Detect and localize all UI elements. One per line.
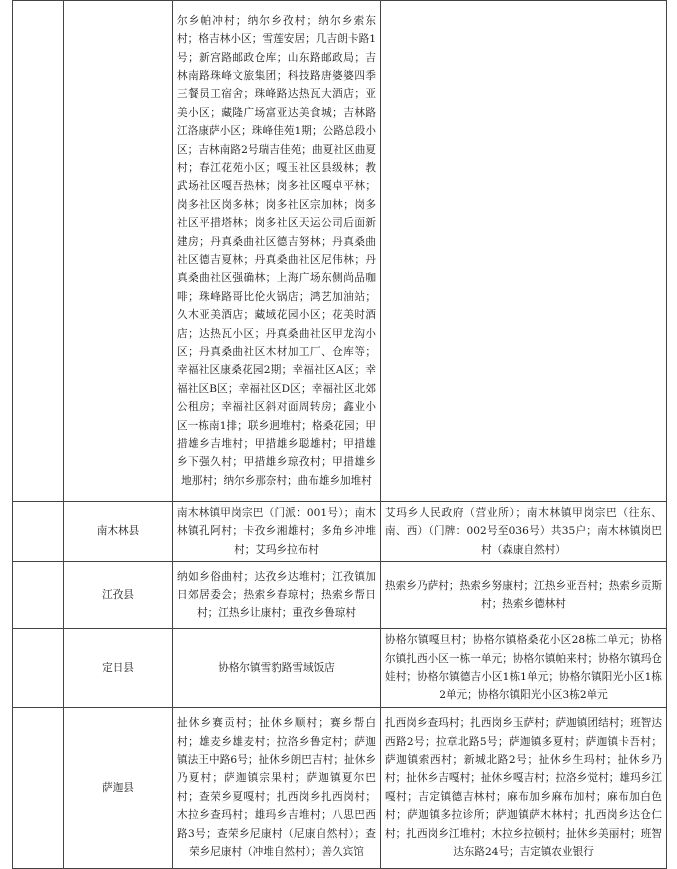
table-row-dingri — [13, 629, 667, 708]
county-cell: 定日县 — [64, 629, 173, 708]
table-row-jiangzi — [13, 562, 667, 629]
table-row-nanmulin — [13, 502, 667, 562]
risk-area-table — [12, 0, 667, 869]
table-row-continued — [13, 1, 667, 502]
blank-cell — [13, 562, 64, 629]
county-cell — [64, 1, 173, 502]
blank-cell — [13, 707, 64, 868]
low-risk-areas-cell — [381, 1, 667, 502]
medium-risk-areas-cell: 尔乡帕冲村；纳尔乡孜村；纳尔乡索东村；格吉林小区；雪莲安居；几吉朗卡路1号；新宫路邮政仓库；山东路邮政局；吉林南路珠峰文旅集团；科技路唐婆婆四季三餐员工宿舍；珠峰路达热瓦大酒店；亚美小区；藏隆广场富亚达美食城；吉林路江洛康萨小区；珠峰佳苑1期；公路总段小区；吉林南路2号瑞吉佳苑；曲夏社区曲夏村；春江花苑小区；嘎玉社区县级林；教武场社区嘎吾热林；岗多社区嘎卓平林；岗多社区岗多林；岗多社区宗加林；岗多社区平措塔林；岗多社区天运公司后面新建房；丹真桑曲社区德吉努林；丹真桑曲社区德吉夏林；丹真桑曲社区尼伟林；丹真桑曲社区强确林；上海广场东侧尚品咖啡；珠峰路哥比伦火锅店；鸿艺加油站；久木亚美酒店；藏域花园小区；花美时酒店；达热瓦小区；丹真桑曲社区甲龙沟小区；丹真桑曲社区木材加工厂、仓库等；幸福社区康桑花园2期；幸福社区A区；幸福社区B区；幸福社区D区；幸福社区北郊公租房；幸福社区斜对面周转房；鑫业小区一栋南1排；联乡迥堆村；格桑花园；甲措雄乡吉堆村；甲措雄乡聪雄村；甲措雄乡下强久村；甲措雄乡琼孜村；甲措雄乡地那村；纳尔乡那奈村；曲布雄乡加堆村 — [173, 1, 381, 502]
medium-risk-areas-cell: 纳如乡俗曲村；达孜乡达堆村；江孜镇加日郊居委会；热索乡春琼村；热索乡帮日村；江热乡让康村；重孜乡鲁琼村 — [173, 562, 381, 629]
low-risk-areas-cell: 协格尔镇嘎旦村；协格尔镇格桑花小区28栋二单元；协格尔镇扎西小区一栋一单元；协格尔镇帕来村；协格尔镇玛仓娃村；协格尔镇德吉小区1栋1单元；协格尔镇阳光小区1栋2单元；协格尔镇阳光小区3栋2单元 — [381, 629, 667, 708]
medium-risk-areas-cell: 扯休乡赛贡村；扯休乡顺村；赛乡帮白村；雄麦乡雄麦村；拉洛乡鲁定村；萨迦镇法王中路6号；扯休乡朗巴吉村；扯休乡乃夏村；萨迦镇宗果村；萨迦镇夏尔巴村；查荣乡夏嘎村；扎西岗乡扎西岗村；木拉乡查玛村；雄玛乡吉堆村；八思巴西路3号；查荣乡尼康村（尼康自然村）；查荣乡尼康村（冲堆自然村）；善久宾馆 — [173, 707, 381, 868]
county-cell: 江孜县 — [64, 562, 173, 629]
low-risk-areas-cell: 艾玛乡人民政府（营业所）；南木林镇甲岗宗巴（往东、南、西）（门牌：002号至036号）共35户；南木林镇岗巴村（森康自然村） — [381, 502, 667, 562]
medium-risk-areas-cell: 协格尔镇雪豹路雪域饭店 — [173, 629, 381, 708]
blank-cell — [13, 502, 64, 562]
county-cell: 萨迦县 — [64, 707, 173, 868]
low-risk-areas-cell: 扎西岗乡查玛村；扎西岗乡玉萨村；萨迦镇团结村；班智达西路2号；拉章北路5号；萨迦镇多夏村；萨迦镇卡吾村；萨迦镇索西村；新城北路2号；扯休乡生玛村；扯休乡乃村；扯休乡吉嘎村；扯休乡嘎吉村；拉洛乡觉村；雄玛乡江嘎村；吉定镇德吉林村；麻布加乡麻布加村；麻布加白色村；萨迦镇多拉诊所；萨迦镇萨木林村；扎西岗乡达仓仁村；扎西岗乡江堆村；木拉乡拉顿村；扯休乡美丽村；班智达东路24号；吉定镇农业银行 — [381, 707, 667, 868]
blank-cell — [13, 629, 64, 708]
county-cell: 南木林县 — [64, 502, 173, 562]
low-risk-areas-cell: 热索乡乃萨村；热索乡努康村；江热乡亚吾村；热索乡贡斯村；热索乡德林村 — [381, 562, 667, 629]
blank-cell — [13, 1, 64, 502]
table-row-sajia — [13, 707, 667, 868]
medium-risk-areas-cell: 南木林镇甲岗宗巴（门派：001号）；南木林镇孔阿村；卡孜乡湘雄村；多角乡冲堆村；艾玛乡拉布村 — [173, 502, 381, 562]
